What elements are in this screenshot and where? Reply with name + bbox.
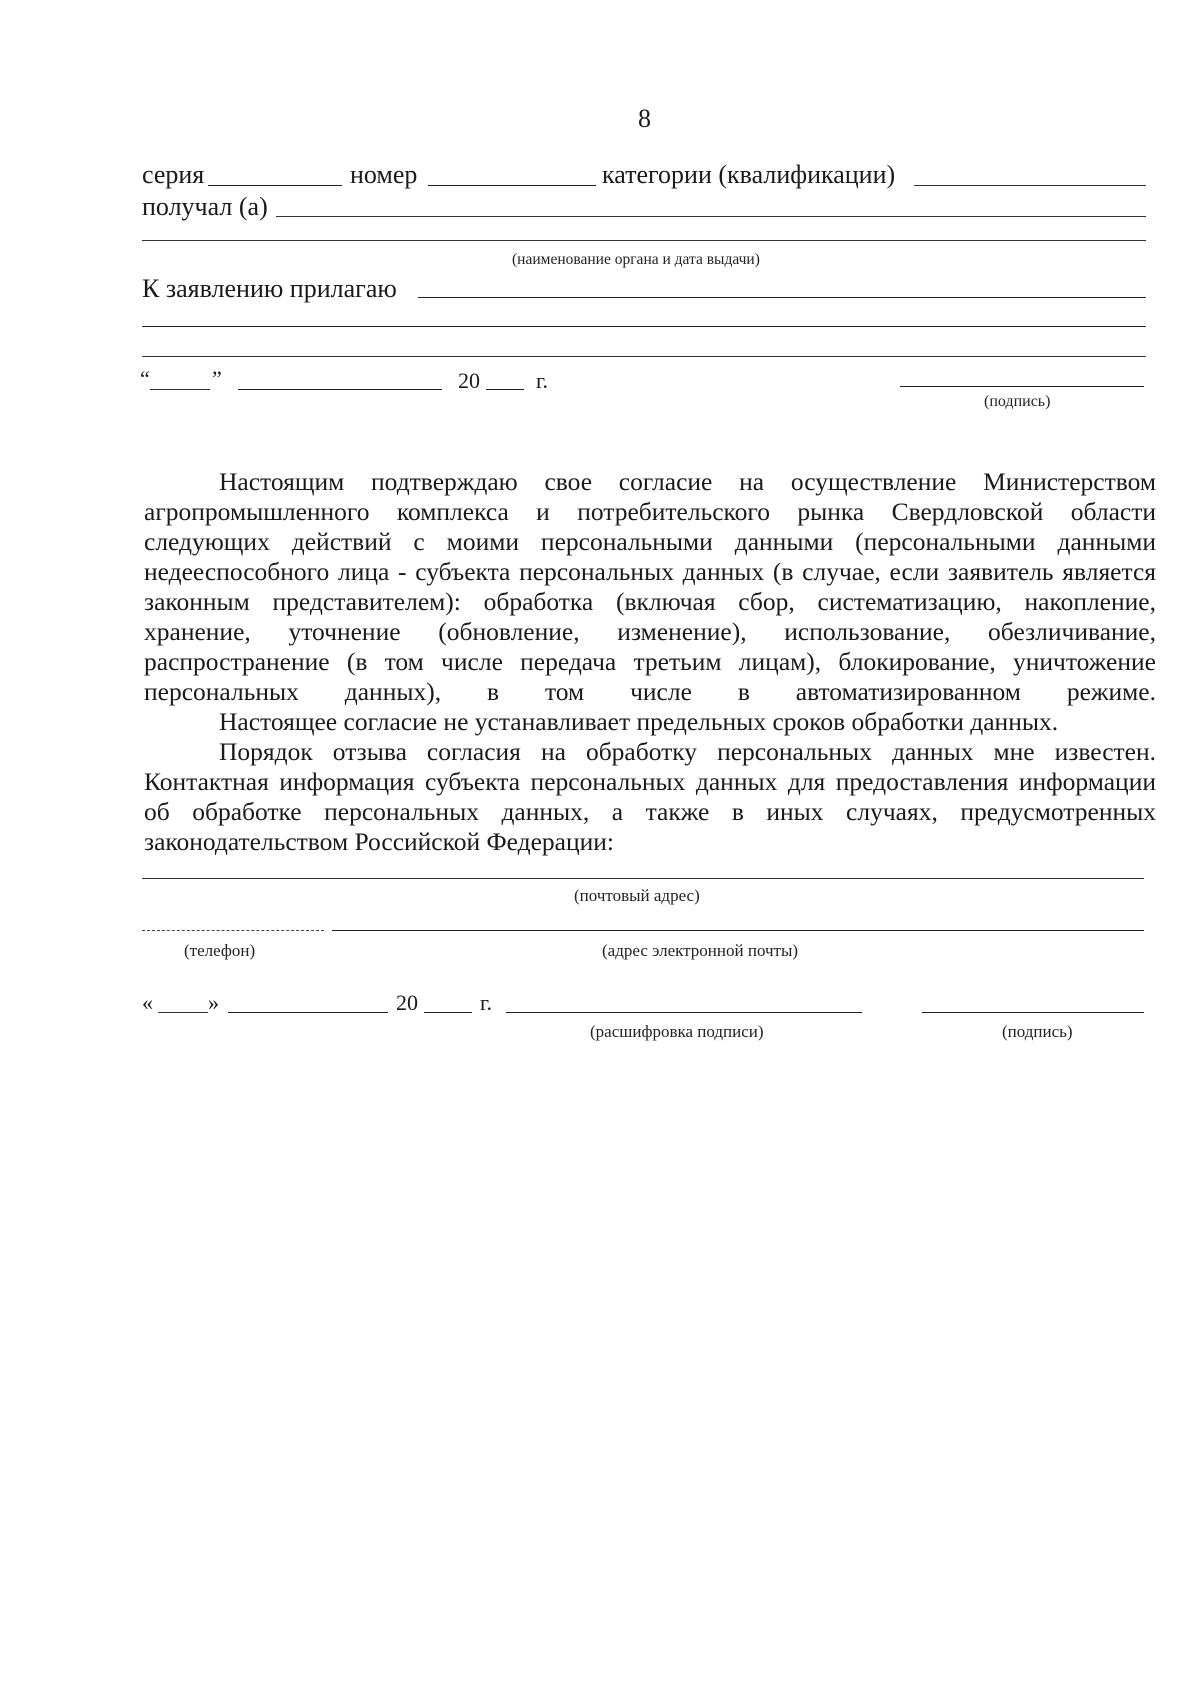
year2-prefix: 20 (396, 990, 418, 1015)
year-prefix: 20 (458, 368, 480, 393)
date2-close-quote: » (208, 990, 219, 1015)
attach-field-line-2[interactable] (142, 326, 1146, 327)
month-field-line[interactable] (238, 389, 442, 390)
category-field-line[interactable] (914, 185, 1146, 186)
attach-field-line-3[interactable] (142, 356, 1146, 357)
series-label: серия (142, 160, 205, 189)
year-suffix: г. (536, 368, 549, 393)
received-label: получал (а) (142, 192, 268, 221)
year2-suffix: г. (480, 990, 493, 1015)
day-field-line[interactable] (150, 389, 210, 390)
attach-label: К заявлению прилагаю (142, 274, 397, 303)
category-label: категории (квалификации) (602, 160, 896, 189)
consent-paragraph-3: Порядок отзыва согласия на обработку персональных данных мне известен. Контактная информация субъекта персональных данных для предоставления информации об обработке персональных данных, а также в иных случаях, предусмотренных законодательством Российской Федерации: (144, 737, 1156, 856)
series-field-line[interactable] (208, 185, 342, 186)
phone-caption: (телефон) (184, 941, 256, 960)
date-open-quote: “ (140, 366, 150, 391)
decoding-field-line[interactable] (506, 1012, 862, 1013)
received-field-line-2[interactable] (142, 240, 1146, 241)
date2-open-quote: « (142, 990, 153, 1015)
page-number: 8 (638, 104, 651, 133)
number-label: номер (350, 160, 418, 189)
consent-paragraph-2: Настоящее согласие не устанавливает предельных сроков обработки данных. (219, 707, 1059, 736)
day2-field-line[interactable] (158, 1012, 208, 1013)
attach-field-line[interactable] (418, 297, 1146, 298)
email-field-line[interactable] (332, 930, 1144, 931)
postal-address-field-line[interactable] (142, 878, 1144, 879)
month2-field-line[interactable] (228, 1012, 388, 1013)
phone-field-line[interactable] (142, 930, 324, 931)
received-field-line[interactable] (276, 216, 1146, 217)
number-field-line[interactable] (428, 185, 596, 186)
email-caption: (адрес электронной почты) (602, 941, 799, 960)
signature-caption: (подпись) (984, 393, 1051, 410)
issuer-caption: (наименование органа и дата выдачи) (512, 251, 760, 268)
year2-field-line[interactable] (424, 1012, 472, 1013)
consent-paragraph-1: Настоящим подтверждаю свое согласие на осуществление Министерством агропромышленного комплекса и потребительского рынка Свердловской области следующих действий с моими персональными данными (персональными данными недееспособного лица - субъекта персональных данных (в случае, если заявитель является законным представителем): обработка (включая сбор, систематизацию, накопление, хранение, уточнение (обновление, изменение), использование, обезличивание, распространение (в том числе передача третьим лицам), блокирование, уничтожение персональных данных), в том числе в автоматизированном режиме. (144, 467, 1156, 706)
postal-address-caption: (почтовый адрес) (574, 886, 700, 905)
signature2-field-line[interactable] (922, 1012, 1144, 1013)
signature2-caption: (подпись) (1002, 1022, 1073, 1041)
signature-field-line[interactable] (900, 386, 1144, 387)
date-close-quote: ” (212, 366, 222, 391)
year-field-line[interactable] (486, 389, 524, 390)
decoding-caption: (расшифровка подписи) (590, 1022, 764, 1041)
